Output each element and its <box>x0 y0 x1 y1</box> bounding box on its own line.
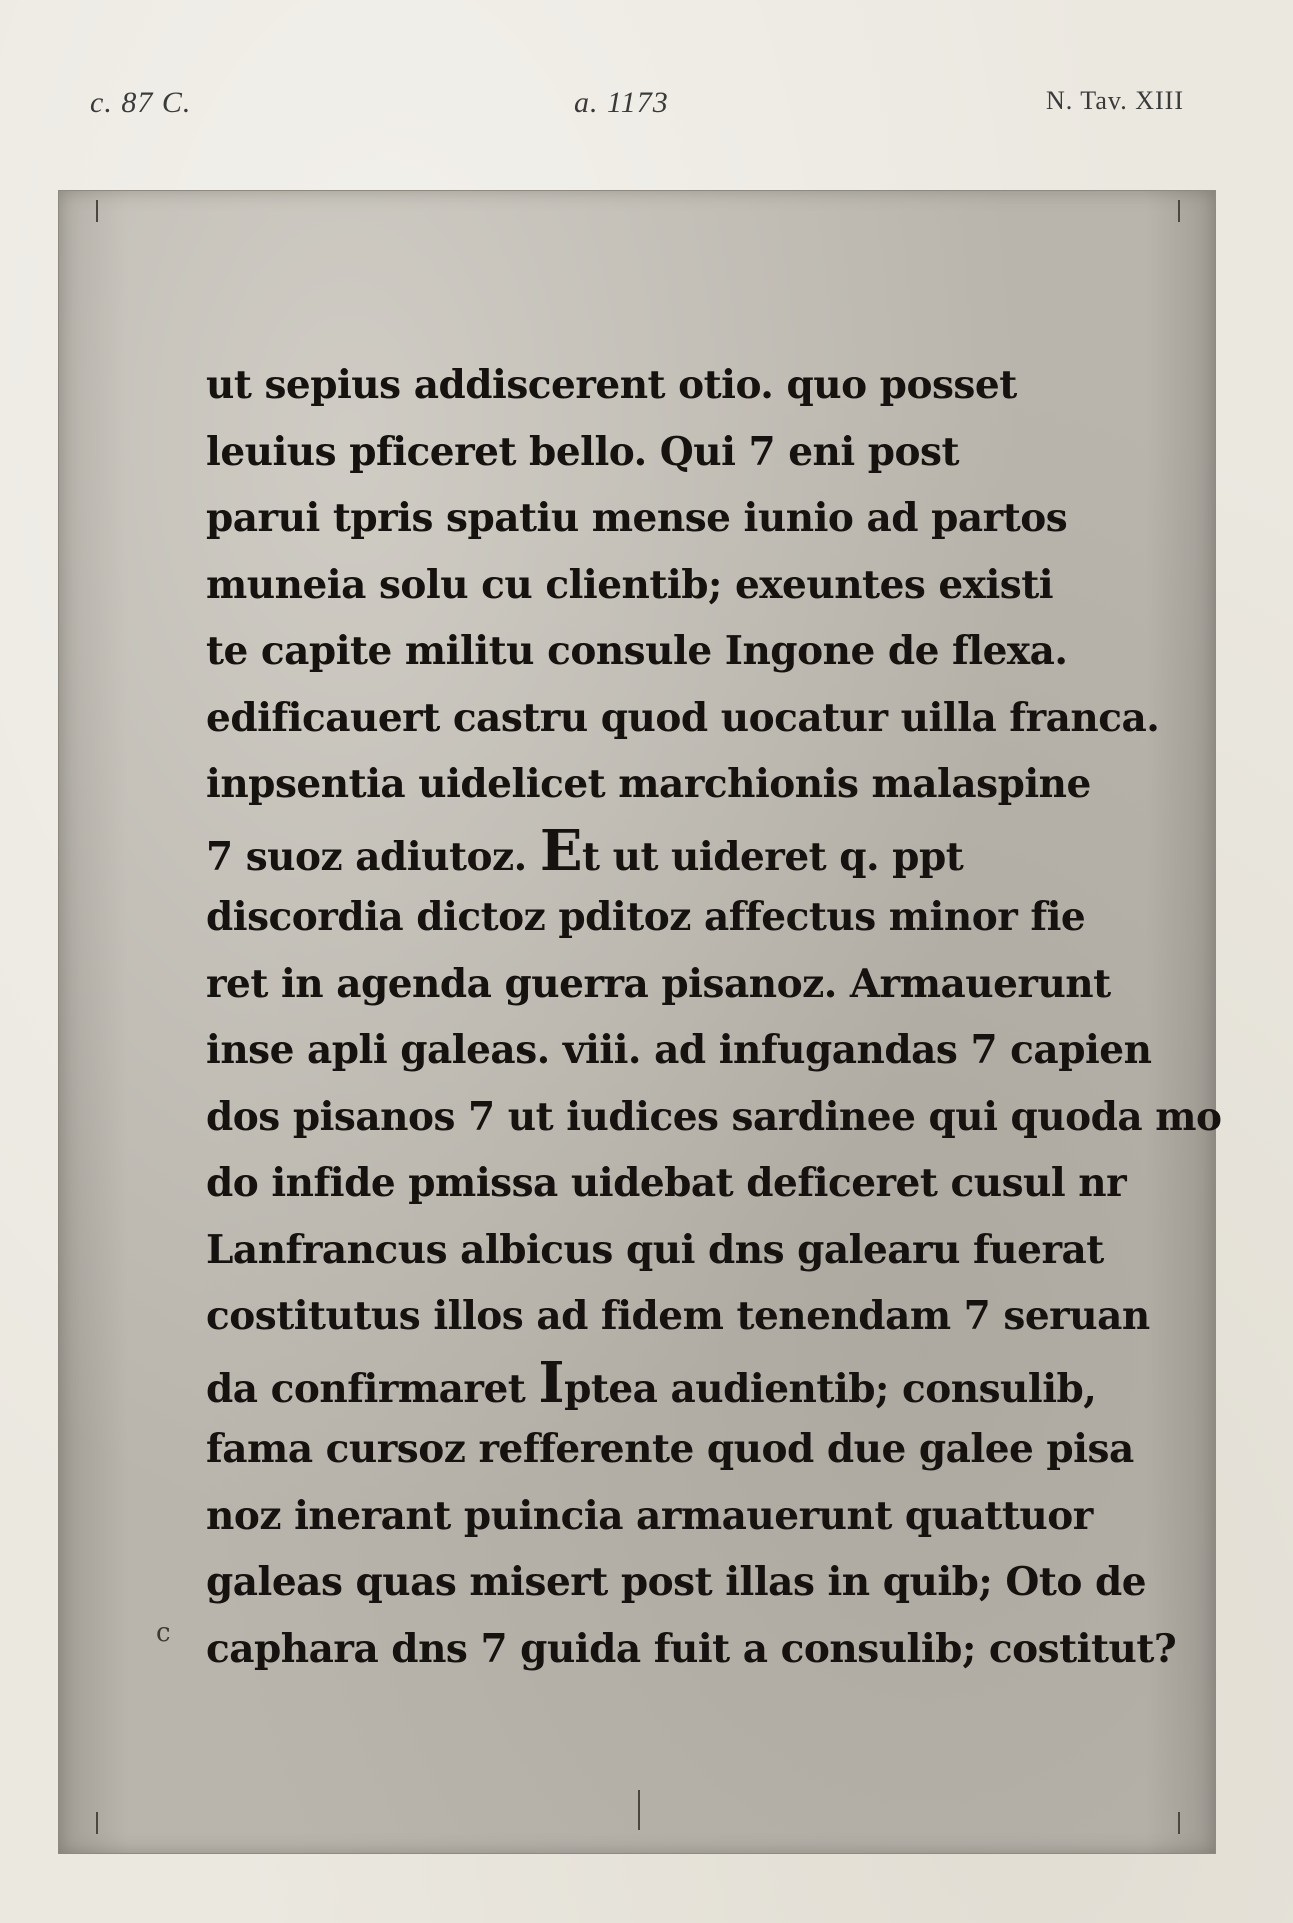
ruling-mark-bottom-right <box>1178 1812 1180 1834</box>
manuscript-line: inpsentia uidelicet marchionis malaspine <box>206 761 1091 807</box>
manuscript-line: edificauert castru quod uocatur uilla franca. <box>206 694 1160 741</box>
manuscript-line: Lanfrancus albicus qui dns galearu fuerat <box>206 1226 1104 1273</box>
manuscript-line: caphara dns 7 guida fuit a consulib; costitut? <box>206 1625 1177 1672</box>
manuscript-line <box>206 1350 1126 1417</box>
manuscript-line: do infide pmissa uidebat deficeret cusul nr <box>206 1160 1127 1206</box>
manuscript-line: costitutus illos ad fidem tenendam 7 seruan <box>206 1293 1150 1339</box>
manuscript-line: inse apli galeas. viii. ad infugandas 7 capien <box>206 1027 1152 1073</box>
manuscript-line: discordia dictoz pditoz affectus minor fie <box>206 894 1086 940</box>
decorated-initial: E <box>539 817 582 884</box>
ruling-mark-bottom-center <box>638 1790 640 1830</box>
ruling-mark-top-right <box>1178 200 1180 222</box>
ruling-mark-bottom-left <box>96 1812 98 1834</box>
plate-number: N. Tav. XIII <box>1046 86 1184 115</box>
margin-annotation: c <box>156 1618 171 1648</box>
manuscript-line: fama cursoz refferente quod due galee pisa <box>206 1426 1134 1472</box>
reference-left: c. 87 C. <box>90 86 192 119</box>
manuscript-line-end: t ut uideret q. ppt <box>582 833 964 880</box>
manuscript-line: ret in agenda guerra pisanoz. Armauerunt <box>206 960 1111 1007</box>
manuscript-line: muneia solu cu clientib; exeuntes existi <box>206 561 1054 608</box>
manuscript-line-start: da confirmaret <box>206 1365 526 1412</box>
reference-year: a. 1173 <box>574 86 669 119</box>
manuscript-line: ut sepius addiscerent otio. quo posset <box>206 362 1017 408</box>
manuscript-line-end: ptea audientib; consulib, <box>564 1365 1097 1412</box>
manuscript-line: dos pisanos 7 ut iudices sardinee qui quoda mo <box>206 1093 1222 1140</box>
decorated-initial: I <box>538 1349 565 1416</box>
manuscript-line <box>206 818 1126 885</box>
manuscript-line: parui tpris spatiu mense iunio ad partos <box>206 495 1068 541</box>
manuscript-text <box>206 352 1222 1682</box>
manuscript-line: galeas quas misert post illas in quib; Oto de <box>206 1559 1147 1605</box>
manuscript-line: leuius pficeret bello. Qui 7 eni post <box>206 428 960 475</box>
manuscript-line: noz inerant puincia armauerunt quattuor <box>206 1492 1093 1539</box>
manuscript-line: te capite militu consule Ingone de flexa. <box>206 628 1068 674</box>
manuscript-line-start: 7 suoz adiutoz. <box>206 833 527 880</box>
ruling-mark-top-left <box>96 200 98 222</box>
